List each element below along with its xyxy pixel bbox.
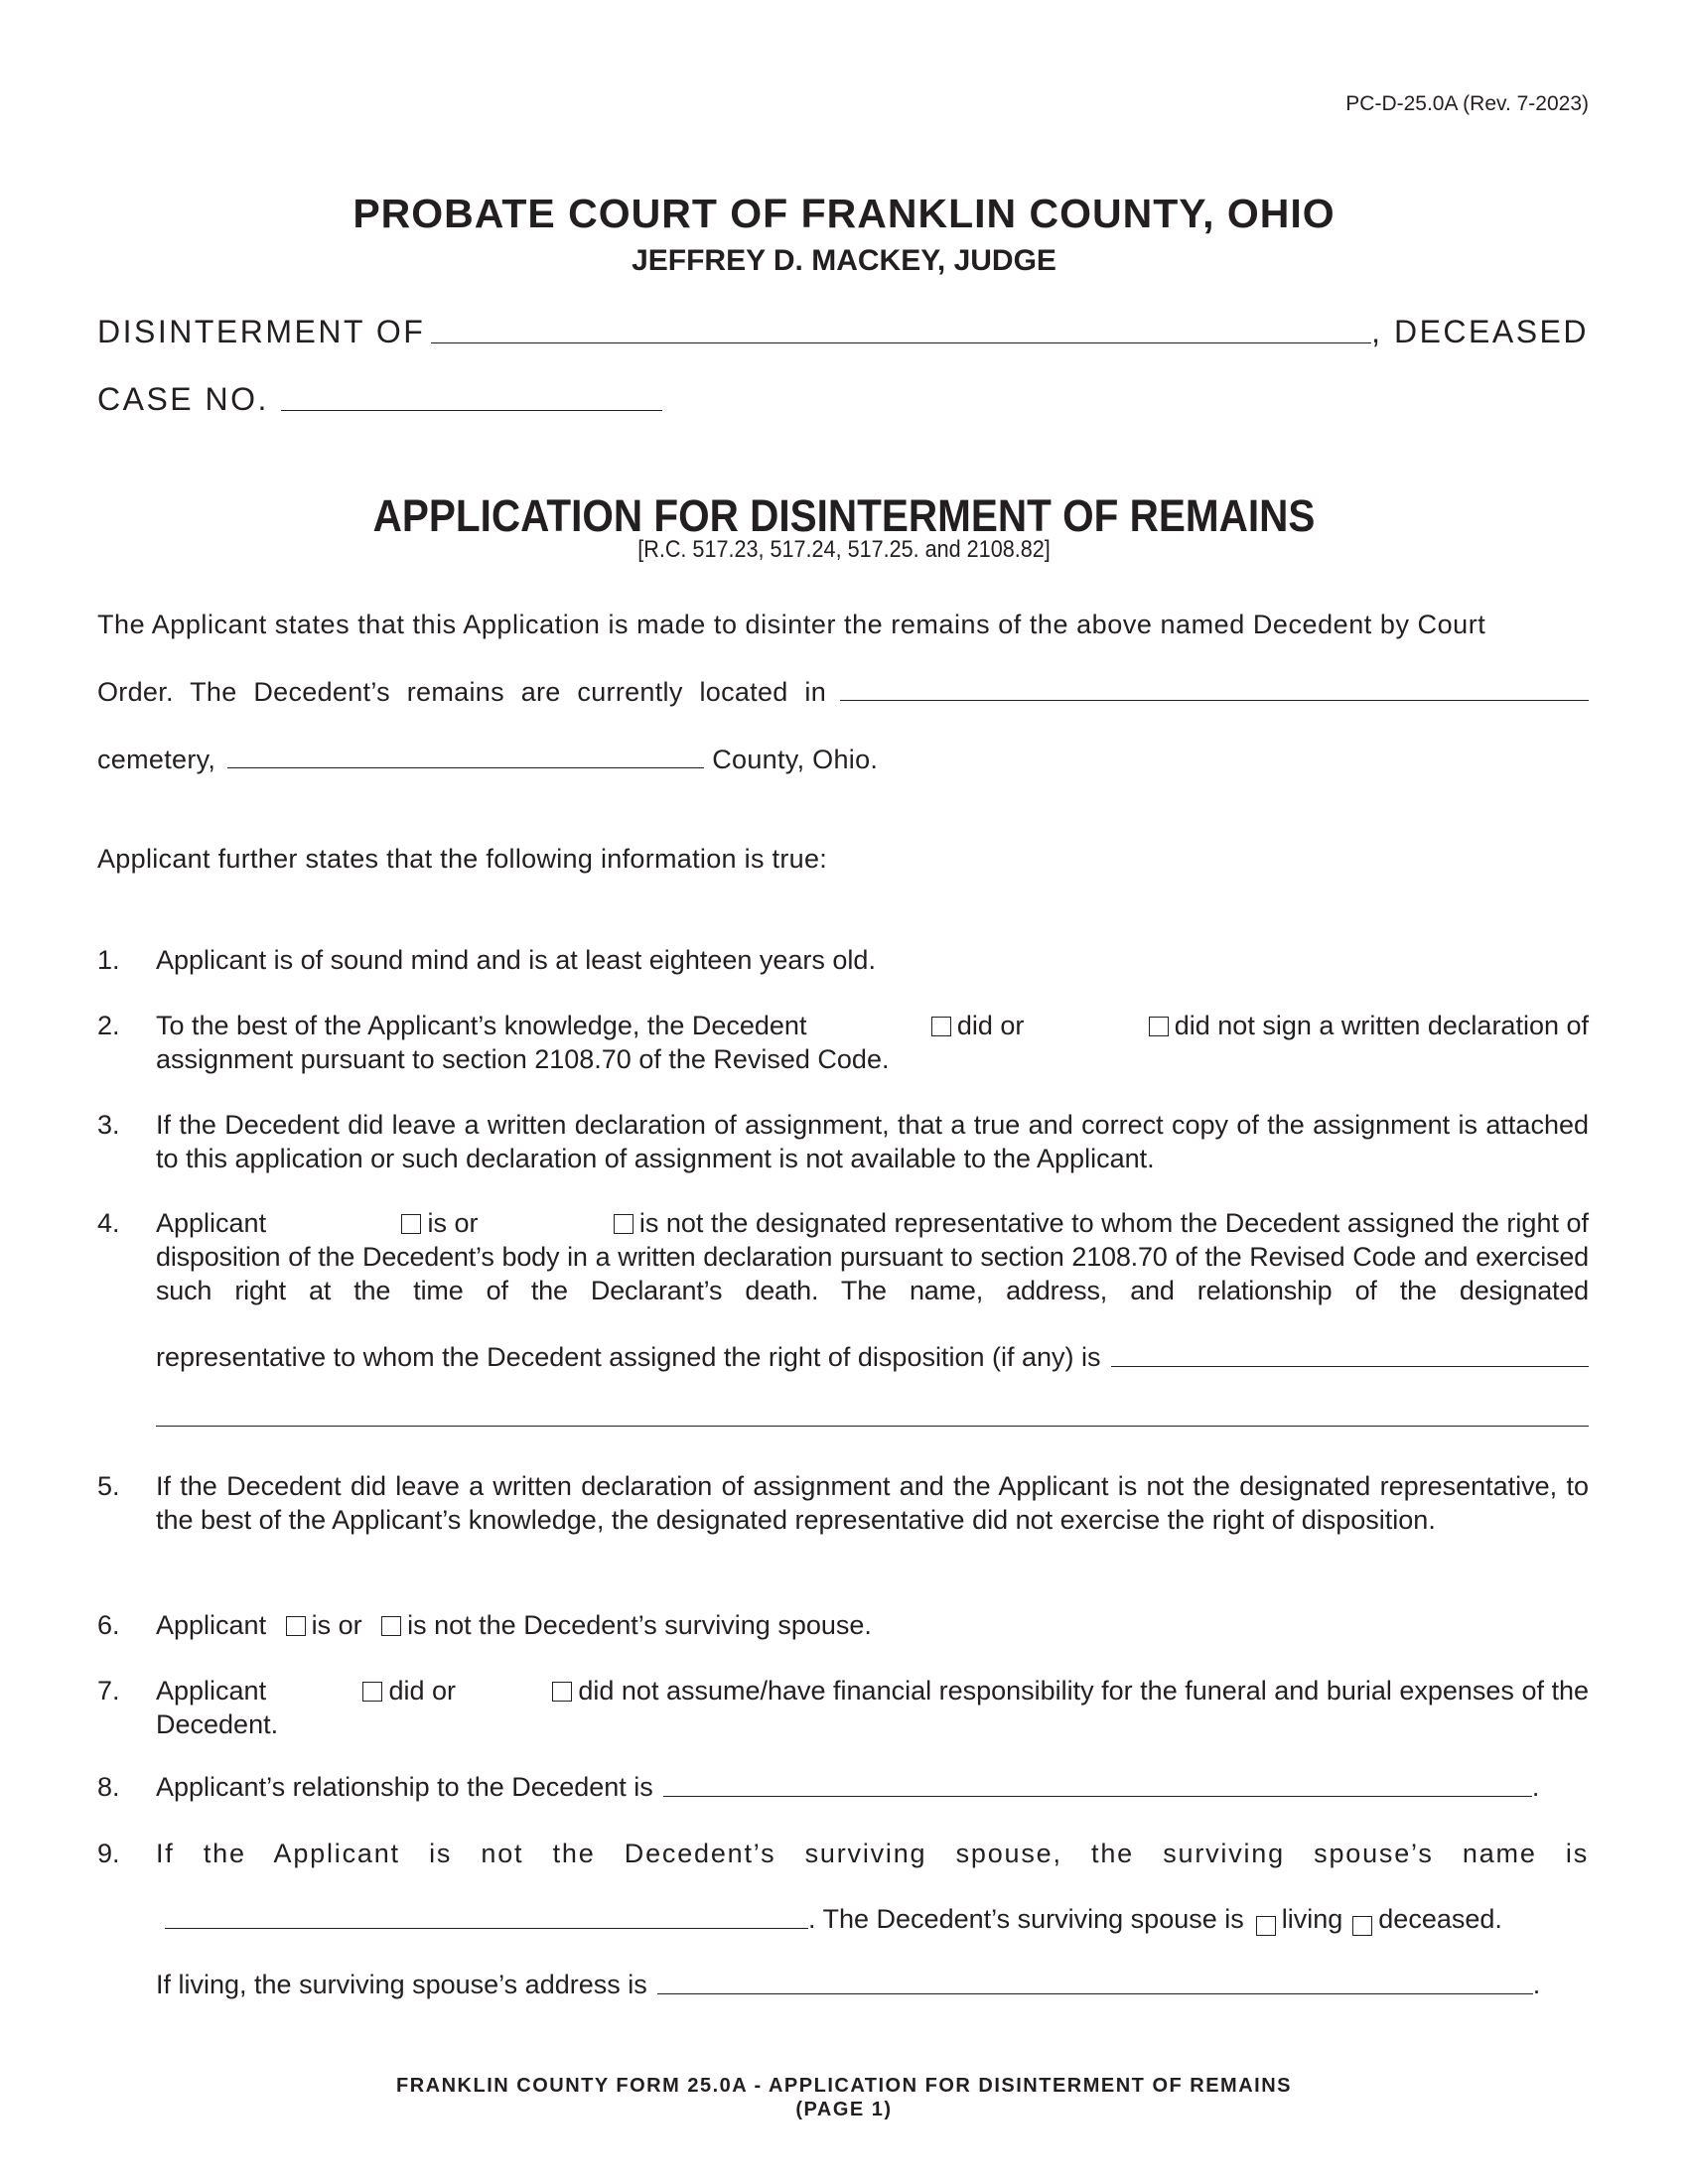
intro-line-3 [97, 745, 1589, 775]
item-text: If the Decedent did leave a written declaration of assignment and the Applicant is not the designated representative, to the best of the Applicant’s knowledge, the designated representative did not exercise the right of disposition. [156, 1471, 1589, 1535]
surviving-spouse-address-field[interactable] [657, 1993, 1533, 1994]
item-2-text-a: To the best of the Applicant’s knowledge, the Decedent [156, 1011, 807, 1040]
item-9-text-a: If the Applicant is not the Decedent’s surviving spouse, the surviving spouse’s name is [156, 1839, 1589, 1868]
case-no-label: CASE NO. [97, 381, 269, 417]
item-text [156, 1674, 1589, 1741]
spouse-living-checkbox[interactable] [1256, 1916, 1276, 1936]
page-footer [0, 2074, 1688, 2121]
form-id: PC-D-25.0A (Rev. 7-2023) [1345, 92, 1589, 115]
item-6-text-b: is or [311, 1610, 362, 1640]
county-field[interactable] [227, 767, 704, 768]
item-number: 3. [97, 1110, 120, 1140]
item-number: 4. [97, 1208, 120, 1238]
item-7-text-d: Decedent. [156, 1709, 279, 1739]
item-9-text-b: . The Decedent’s surviving spouse is [808, 1904, 1244, 1934]
item-1 [97, 943, 1589, 977]
item-text: Applicant is of sound mind and is at least eighteen years old. [156, 945, 876, 975]
item-4-text-a: Applicant [156, 1208, 267, 1238]
item-text [156, 1770, 1589, 1804]
relationship-field[interactable] [663, 1796, 1532, 1797]
cemetery-label: cemetery, [97, 745, 216, 774]
document-title: APPLICATION FOR DISINTERMENT OF REMAINS [372, 490, 1316, 541]
item-8 [97, 1770, 1589, 1804]
intro-line-2 [97, 677, 1589, 708]
item-text [156, 1206, 1589, 1433]
item-9-text-d: deceased. [1378, 1904, 1502, 1934]
item-number: 9. [97, 1839, 120, 1868]
item-4-text-c: is not the designated representative to whom the Decedent assigned the right of [638, 1208, 1589, 1238]
item-number: 6. [97, 1610, 120, 1640]
item-number: 1. [97, 945, 120, 975]
judge-name: JEFFREY D. MACKEY, JUDGE [632, 244, 1056, 277]
further-text: Applicant further states that the following information is true: [97, 844, 828, 874]
applicant-is-spouse-checkbox[interactable] [286, 1616, 306, 1636]
item-7 [97, 1674, 1589, 1743]
item-text [156, 1837, 1589, 2001]
intro-line-1 [97, 610, 1589, 640]
item-9 [97, 1837, 1589, 2005]
item-7-text-a: Applicant [156, 1676, 267, 1706]
item-4-text-b: is or [427, 1208, 479, 1238]
item-4-text-e: representative to whom the Decedent assigned the right of disposition (if any) is [156, 1342, 1101, 1372]
designated-representative-field-2[interactable] [156, 1426, 1589, 1427]
designated-representative-field[interactable] [1111, 1366, 1589, 1367]
applicant-is-not-spouse-checkbox[interactable] [381, 1616, 401, 1636]
footer-page-number: (PAGE 1) [795, 2099, 893, 2120]
case-no-field[interactable] [281, 410, 662, 411]
item-text: If the Decedent did leave a written declaration of assignment, that a true and correct copy of the assignment is attached to this application or such declaration of assignment is not available to the Applicant. [156, 1110, 1589, 1173]
decedent-did-sign-checkbox[interactable] [931, 1017, 951, 1036]
item-7-text-b: did or [388, 1676, 456, 1706]
item-8-text-b: . [1531, 1772, 1540, 1802]
case-row [97, 381, 1589, 418]
deceased-label: , DECEASED [1371, 314, 1589, 349]
applicant-is-not-representative-checkbox[interactable] [614, 1214, 633, 1234]
item-2-text-c: did not sign a written declaration of [1174, 1011, 1589, 1040]
county-ohio-label: County, Ohio. [712, 745, 879, 774]
item-6-text-a: Applicant [156, 1610, 267, 1640]
item-5 [97, 1469, 1589, 1572]
surviving-spouse-name-field[interactable] [165, 1928, 808, 1929]
item-7-text-c: did not assume/have financial responsibility for the funeral and burial expenses of the [578, 1676, 1589, 1706]
intro-text-2: Order. The Decedent’s remains are currently located in [97, 677, 827, 707]
decedent-did-not-sign-checkbox[interactable] [1149, 1017, 1169, 1036]
court-name: PROBATE COURT OF FRANKLIN COUNTY, OHIO [352, 191, 1336, 236]
item-6-text-c: is not the Decedent’s surviving spouse. [407, 1610, 872, 1640]
statute-citation: [R.C. 517.23, 517.24, 517.25. and 2108.82] [637, 536, 1051, 563]
item-number: 2. [97, 1011, 120, 1040]
item-6 [97, 1608, 1589, 1642]
decedent-name-field[interactable] [431, 342, 1371, 343]
disinterment-of-label: DISINTERMENT OF [97, 314, 426, 349]
item-number: 7. [97, 1676, 120, 1706]
applicant-is-representative-checkbox[interactable] [401, 1214, 421, 1234]
caption-row [97, 314, 1589, 350]
item-9-text-f: . [1532, 1970, 1541, 1999]
item-2-text-d: assignment pursuant to section 2108.70 of the Revised Code. [156, 1044, 890, 1074]
item-8-text-a: Applicant’s relationship to the Decedent is [156, 1772, 653, 1802]
applicant-did-not-assume-checkbox[interactable] [552, 1682, 572, 1702]
spouse-deceased-checkbox[interactable] [1352, 1916, 1372, 1936]
further-statement [97, 844, 1589, 875]
item-4-text-d: disposition of the Decedent’s body in a written declaration pursuant to section 2108.70 of the Revised Code and exercised such right at the time of the Declarant’s death. The name, address, and relationship of the designated [156, 1242, 1589, 1305]
item-4 [97, 1206, 1589, 1434]
cemetery-location-field[interactable] [840, 700, 1589, 701]
item-number: 8. [97, 1772, 120, 1802]
item-number: 5. [97, 1471, 120, 1501]
item-2-text-b: did or [956, 1011, 1025, 1040]
item-2 [97, 1009, 1589, 1078]
item-text [156, 1009, 1589, 1076]
intro-text-1: The Applicant states that this Application is made to disinter the remains of the above named Decedent by Court [97, 610, 1486, 639]
applicant-did-assume-checkbox[interactable] [362, 1682, 382, 1702]
item-3 [97, 1108, 1589, 1177]
item-9-text-e: If living, the surviving spouse’s address is [156, 1970, 647, 1999]
footer-form-title: FRANKLIN COUNTY FORM 25.0A - APPLICATION FOR DISINTERMENT OF REMAINS [395, 2075, 1292, 2097]
item-9-text-c: living [1281, 1904, 1343, 1934]
item-text [156, 1608, 1589, 1642]
